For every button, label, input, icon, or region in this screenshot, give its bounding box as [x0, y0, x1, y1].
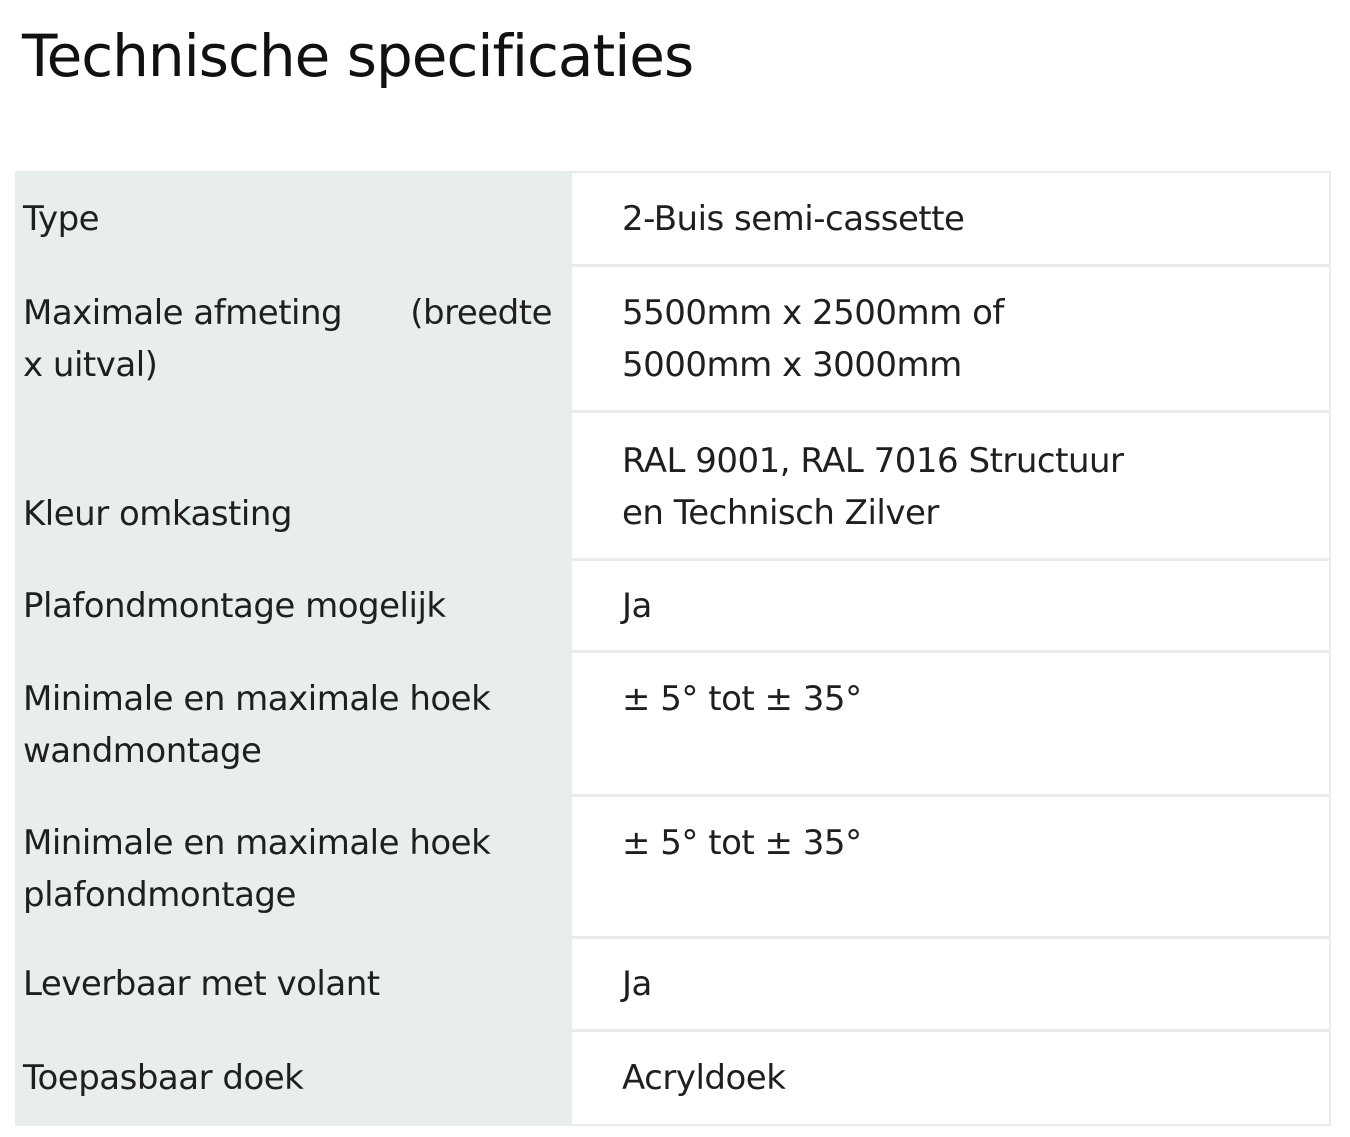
- table-row: [17, 939, 1329, 1032]
- spec-value-cell: [572, 413, 1329, 558]
- table-row: [17, 1032, 1329, 1124]
- table-row: [17, 173, 1329, 267]
- table-row: [17, 653, 1329, 797]
- spec-value-line: RAL 9001, RAL 7016 Structuur: [622, 441, 1124, 481]
- spec-value: Acryldoek: [622, 1058, 786, 1098]
- table-row: [17, 561, 1329, 653]
- spec-value-line: 5500mm x 2500mm of: [622, 293, 1004, 333]
- spec-value-cell: [572, 653, 1329, 794]
- spec-label-line: x uitval): [23, 345, 158, 385]
- spec-value: Ja: [622, 964, 652, 1004]
- spec-label-cell: [17, 267, 572, 410]
- page-title: Technische specificaties: [22, 22, 694, 90]
- spec-value-cell: [572, 939, 1329, 1029]
- spec-label: Type: [23, 198, 100, 239]
- spec-label-cell: [17, 797, 572, 936]
- spec-label: Plafondmontage mogelijk: [23, 585, 446, 626]
- spec-value: ± 5° tot ± 35°: [622, 679, 862, 719]
- table-row: [17, 267, 1329, 413]
- spec-label-part: Maximale afmeting: [23, 293, 343, 333]
- table-row: [17, 797, 1329, 939]
- spec-table: [15, 171, 1331, 1126]
- spec-value: 2-Buis semi-cassette: [622, 198, 965, 239]
- spec-label-line: wandmontage: [23, 731, 262, 771]
- spec-value-cell: [572, 561, 1329, 650]
- spec-label-line: [23, 287, 552, 339]
- spec-label-line: Minimale en maximale hoek: [23, 823, 491, 863]
- spec-label: Toepasbaar doek: [23, 1058, 304, 1098]
- spec-label-cell: [17, 413, 572, 558]
- spec-value-cell: [572, 173, 1329, 264]
- spec-value: ± 5° tot ± 35°: [622, 823, 862, 863]
- spec-label-line: Minimale en maximale hoek: [23, 679, 491, 719]
- table-row: [17, 413, 1329, 561]
- spec-value-line: 5000mm x 3000mm: [622, 345, 962, 385]
- spec-label-part: (breedte: [410, 293, 552, 333]
- spec-label-cell: [17, 173, 572, 264]
- spec-label-line: plafondmontage: [23, 875, 296, 915]
- spec-value-cell: [572, 1032, 1329, 1124]
- spec-value-cell: [572, 267, 1329, 410]
- spec-label: Kleur omkasting: [23, 494, 292, 534]
- spec-label-cell: [17, 653, 572, 794]
- spec-value-line: en Technisch Zilver: [622, 493, 939, 533]
- spec-label-cell: [17, 1032, 572, 1124]
- spec-value: Ja: [622, 585, 652, 626]
- spec-label-cell: [17, 939, 572, 1029]
- spec-label-cell: [17, 561, 572, 650]
- spec-value-cell: [572, 797, 1329, 936]
- spec-label: Leverbaar met volant: [23, 964, 380, 1004]
